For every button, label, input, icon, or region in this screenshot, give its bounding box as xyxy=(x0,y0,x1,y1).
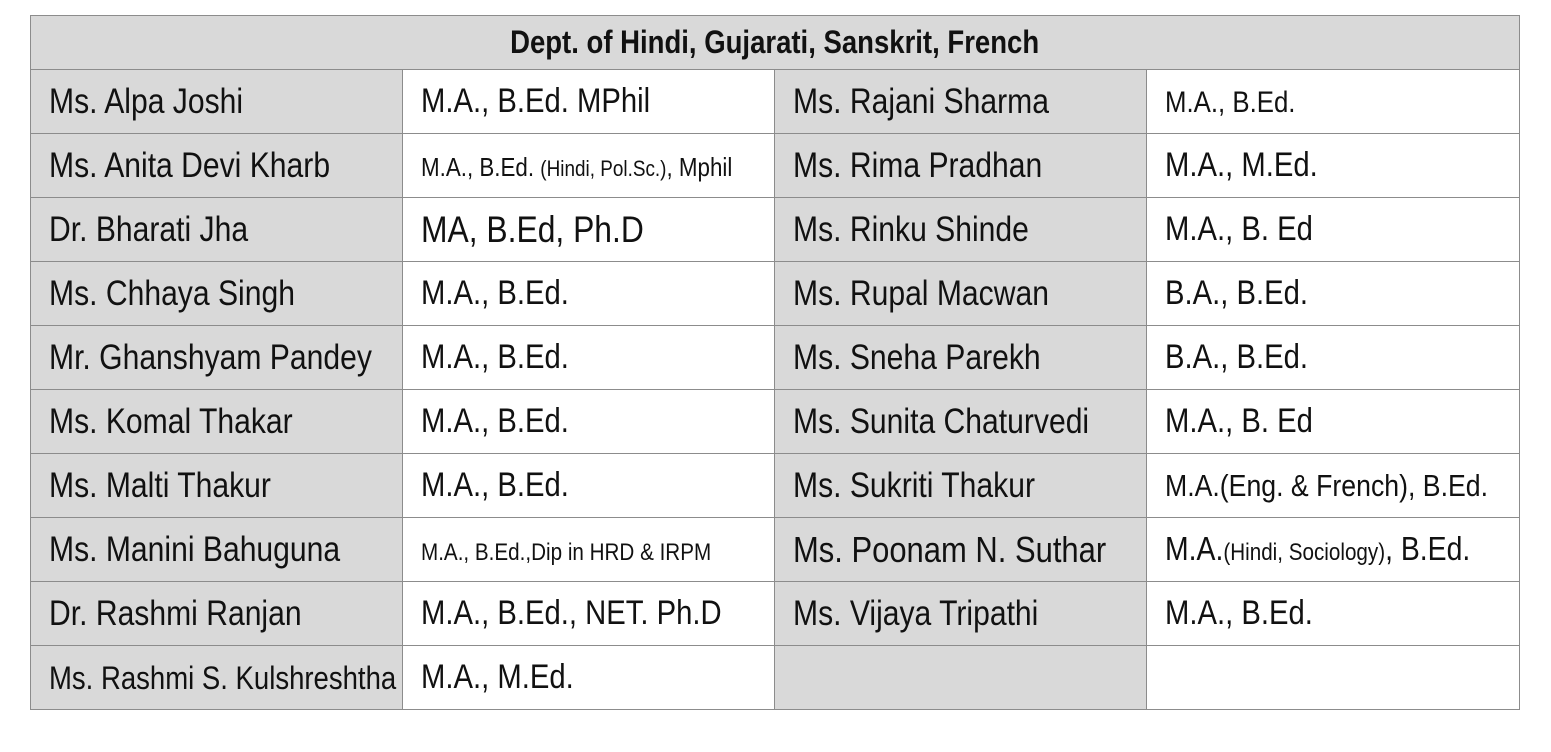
faculty-qualification: M.A., B.Ed. xyxy=(403,262,775,326)
faculty-qualification: M.A.(Eng. & French), B.Ed. xyxy=(1147,454,1520,518)
faculty-qualification: M.A., B.Ed. MPhil xyxy=(403,70,775,134)
faculty-qualification: M.A., B. Ed xyxy=(1147,198,1520,262)
empty-cell xyxy=(775,646,1147,710)
faculty-name: Ms. Rima Pradhan xyxy=(775,134,1147,198)
faculty-qualification: M.A., M.Ed. xyxy=(403,646,775,710)
faculty-qualification: B.A., B.Ed. xyxy=(1147,326,1520,390)
table-row xyxy=(31,134,1520,198)
faculty-name: Ms. Rinku Shinde xyxy=(775,198,1147,262)
faculty-name: Ms. Vijaya Tripathi xyxy=(775,582,1147,646)
faculty-name: Ms. Rashmi S. Kulshreshtha xyxy=(31,646,403,710)
table-row xyxy=(31,390,1520,454)
faculty-qualification: M.A., B.Ed. xyxy=(1147,582,1520,646)
faculty-qualification: M.A., B.Ed. xyxy=(403,454,775,518)
faculty-qualification: M.A., B.Ed.,Dip in HRD & IRPM xyxy=(403,518,775,582)
faculty-name: Dr. Bharati Jha xyxy=(31,198,403,262)
faculty-qualification: M.A., B.Ed. xyxy=(403,390,775,454)
faculty-name: Ms. Chhaya Singh xyxy=(31,262,403,326)
table-row xyxy=(31,582,1520,646)
table-row xyxy=(31,198,1520,262)
table-header-row xyxy=(31,16,1520,70)
faculty-name: Ms. Poonam N. Suthar xyxy=(775,518,1147,582)
table-row xyxy=(31,262,1520,326)
faculty-name: Ms. Komal Thakar xyxy=(31,390,403,454)
faculty-name: Ms. Rajani Sharma xyxy=(775,70,1147,134)
table-row xyxy=(31,454,1520,518)
table-row xyxy=(31,518,1520,582)
faculty-name: Ms. Malti Thakur xyxy=(31,454,403,518)
faculty-qualification: M.A.(Hindi, Sociology), B.Ed. xyxy=(1147,518,1520,582)
faculty-name: Dr. Rashmi Ranjan xyxy=(31,582,403,646)
faculty-qualification: B.A., B.Ed. xyxy=(1147,262,1520,326)
faculty-qualification: M.A., B.Ed. xyxy=(403,326,775,390)
faculty-name: Ms. Manini Bahuguna xyxy=(31,518,403,582)
faculty-qualification: M.A., B.Ed. (Hindi, Pol.Sc.), Mphil xyxy=(403,134,775,198)
faculty-qualification: M.A., B.Ed., NET. Ph.D xyxy=(403,582,775,646)
faculty-qualification: M.A., B.Ed. xyxy=(1147,70,1520,134)
faculty-name: Ms. Sunita Chaturvedi xyxy=(775,390,1147,454)
faculty-table xyxy=(30,15,1520,710)
faculty-qualification: M.A., M.Ed. xyxy=(1147,134,1520,198)
table-row xyxy=(31,70,1520,134)
table-row xyxy=(31,326,1520,390)
department-title: Dept. of Hindi, Gujarati, Sanskrit, French xyxy=(31,16,1520,70)
table-row xyxy=(31,646,1520,710)
empty-cell xyxy=(1147,646,1520,710)
faculty-name: Ms. Anita Devi Kharb xyxy=(31,134,403,198)
faculty-qualification: M.A., B. Ed xyxy=(1147,390,1520,454)
faculty-qualification: MA, B.Ed, Ph.D xyxy=(403,198,775,262)
faculty-name: Ms. Sneha Parekh xyxy=(775,326,1147,390)
faculty-name: Ms. Sukriti Thakur xyxy=(775,454,1147,518)
faculty-name: Ms. Rupal Macwan xyxy=(775,262,1147,326)
faculty-name: Ms. Alpa Joshi xyxy=(31,70,403,134)
faculty-name: Mr. Ghanshyam Pandey xyxy=(31,326,403,390)
